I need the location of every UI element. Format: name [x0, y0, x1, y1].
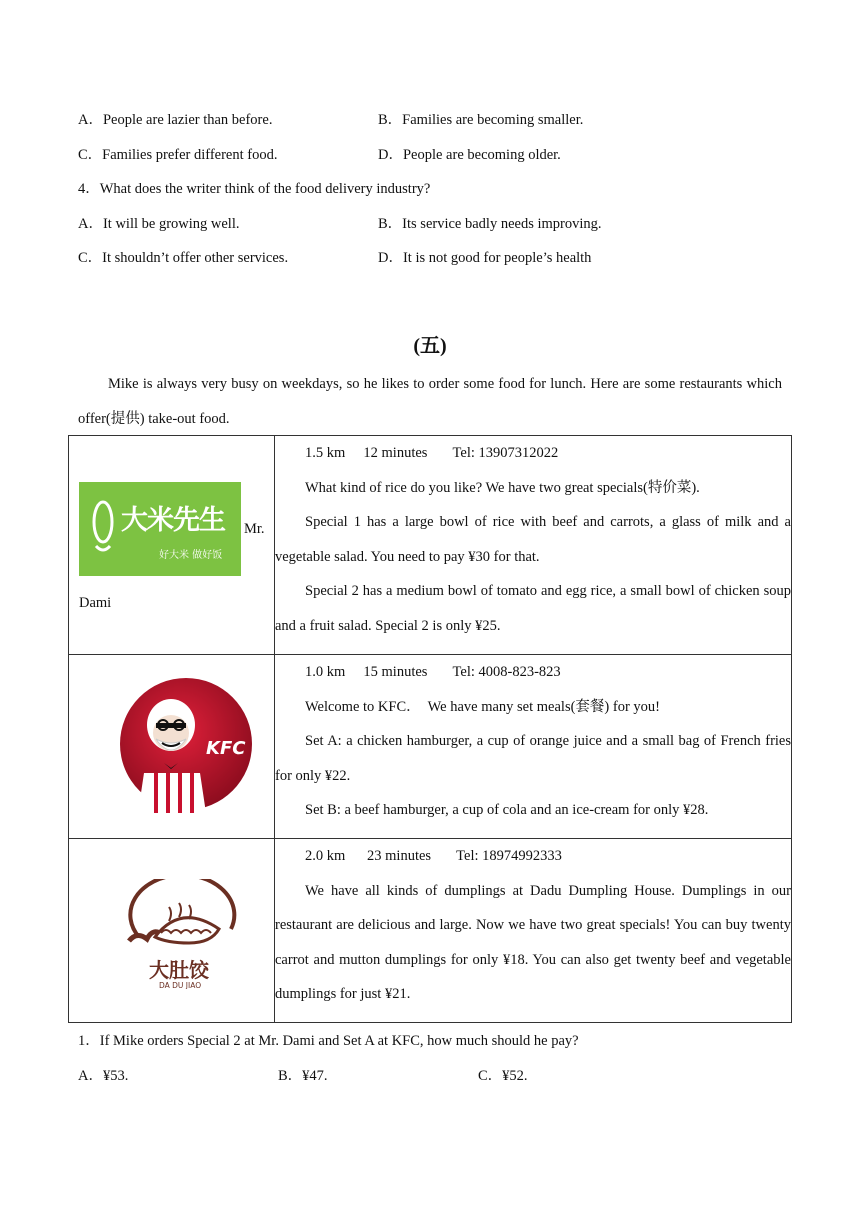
q1-option-a: A．¥53.: [78, 1068, 129, 1084]
kfc-info: 1.0 km 15 minutes Tel: 4008-823-823: [305, 664, 561, 680]
restaurant-row-dumpling: [69, 839, 792, 1023]
q4-option-c: C．It shouldn’t offer other services.: [78, 250, 289, 266]
dumpling-info: 2.0 km 23 minutes Tel: 18974992333: [305, 848, 562, 864]
restaurant-row-dami: [69, 436, 792, 655]
q3-option-a: A．People are lazier than before.: [78, 112, 273, 128]
section-title: (五): [413, 335, 447, 357]
q4-option-d: D．It is not good for people’s health: [378, 250, 592, 266]
q4-question: 4．What does the writer think of the food delivery industry?: [78, 181, 431, 197]
dami-logo-cell: [69, 436, 275, 655]
kfc-logo: [116, 677, 256, 813]
dami-p3: Special 2 has a medium bowl of tomato and egg rice, a small bowl of chicken soup and a fruit salad. Special 2 is only ¥25.: [275, 583, 791, 634]
dami-name-line2: Dami: [79, 595, 112, 611]
dumpling-logo-cell: [69, 839, 275, 1023]
dumpling-details: [275, 839, 792, 1023]
kfc-logo-cell: [69, 655, 275, 839]
q1-question: 1．If Mike orders Special 2 at Mr. Dami and Set A at KFC, how much should he pay?: [78, 1033, 579, 1049]
kfc-p3: Set B: a beef hamburger, a cup of cola and an ice-cream for only ¥28.: [305, 802, 709, 818]
rice-grain-icon: [85, 494, 125, 564]
kfc-details: [275, 655, 792, 839]
restaurant-table: [68, 435, 792, 1023]
dami-details: [275, 436, 792, 655]
dami-name-line1: Mr.: [244, 521, 265, 537]
q4-option-a: A．It will be growing well.: [78, 216, 240, 232]
dumpling-logo-sub: DA DU JIAO: [159, 981, 202, 989]
dami-logo-sub: 好大米 做好饭: [159, 550, 223, 561]
dami-logo-text: 大米先生: [121, 505, 225, 536]
kfc-p1: Welcome to KFC． We have many set meals(套餐) for you!: [305, 698, 660, 715]
dami-info: 1.5 km 12 minutes Tel: 13907312022: [305, 445, 559, 461]
dumpling-p1: We have all kinds of dumplings at Dadu Dumpling House. Dumplings in our restaurant are delicious and large. Now we have two great specials! You can buy twenty carrot and mutton dumplings for only ¥18. You can also get twenty beef and vegetable dumplings for just ¥21.: [275, 882, 791, 1002]
q1-option-b: B．¥47.: [278, 1068, 328, 1084]
dumpling-logo-text: 大肚饺: [149, 958, 209, 982]
dumpling-logo: [121, 879, 241, 989]
q4-option-b: B．Its service badly needs improving.: [378, 216, 602, 232]
restaurant-row-kfc: [69, 655, 792, 839]
q3-option-b: B．Families are becoming smaller.: [378, 112, 584, 128]
q3-option-c: C．Families prefer different food.: [78, 147, 278, 163]
q1-option-c: C．¥52.: [478, 1068, 528, 1084]
dami-logo: [79, 482, 241, 576]
dami-p1: What kind of rice do you like? We have two great specials(特价菜).: [305, 479, 700, 496]
q3-option-d: D．People are becoming older.: [378, 147, 561, 163]
intro-paragraph: Mike is always very busy on weekdays, so he likes to order some food for lunch. Here are some restaurants which offer(提供) take-out food.: [78, 376, 782, 427]
dami-p2: Special 1 has a large bowl of rice with beef and carrots, a glass of milk and a vegetable salad. You need to pay ¥30 for that.: [275, 514, 791, 565]
kfc-p2: Set A: a chicken hamburger, a cup of orange juice and a small bag of French fries for only ¥22.: [275, 733, 791, 784]
kfc-logo-text: KFC: [206, 738, 246, 759]
